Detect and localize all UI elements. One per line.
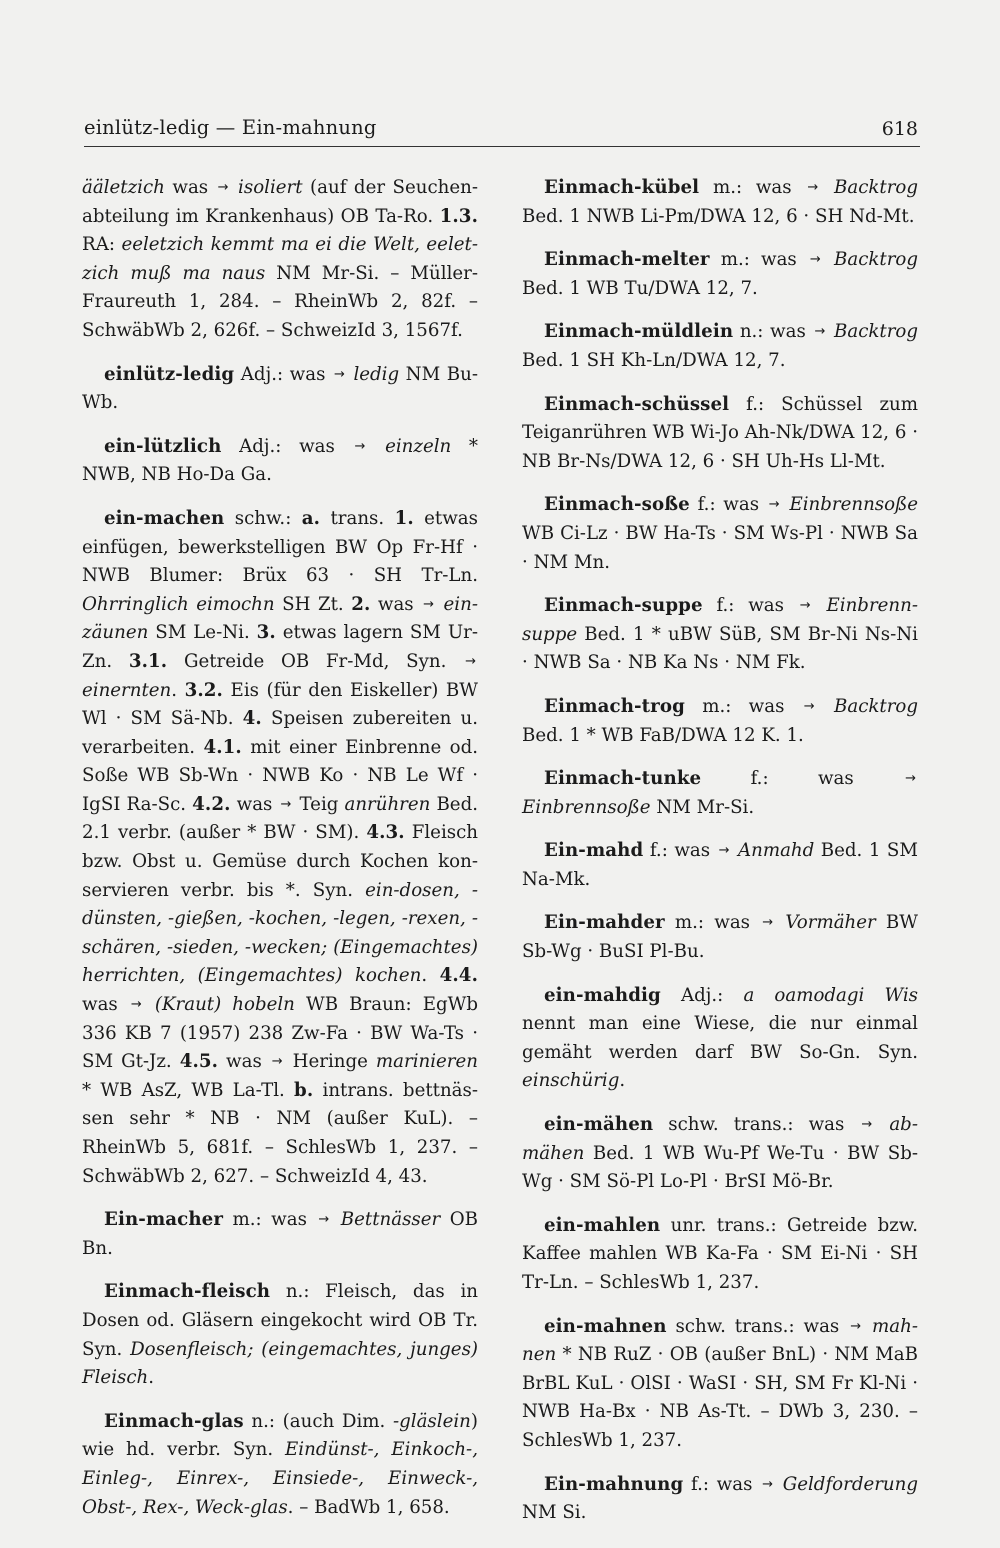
left-column (82, 174, 478, 1537)
arrow-icon: → (762, 1476, 773, 1492)
dictionary-entry: Einmach-schüssel f.: Schüssel zum Teiganrühren WB Wi-Jo Ah-Nk/DWA 12, 6 · NB Br-Ns/DWA 12, 6 · SH Uh-Hs Ll-Mt. (522, 393, 918, 472)
dictionary-entry: ein-machen schw.: a. trans. 1. etwas einfügen, bewerkstelligen BW Op Fr-Hf · NWB Blumer: Brüx 63 · SH Tr-Ln. Ohrringlich eimochn SH Zt. 2. was → einzäunen SM Le-Ni. 3. etwas lagern SM Ur-Zn. 3.1. Getreide OB Fr-Md, Syn. → einernten. 3.2. Eis (für den Eiskeller) BW Wl · SM Sä-Nb. 4. Speisen zubereiten u. verarbeiten. 4.1. mit einer Einbrenne od. Soße WB Sb-Wn · NWB Ko · NB Le Wf · IgSI Ra-Sc. 4.2. was → Teig anrühren Bed. 2.1 verbr. (außer * BW · SM). 4.3. Fleisch bzw. Obst u. Gemüse durch Kochen konservieren verbr. bis *. Syn. ein-dosen, -dünsten, -gießen, -kochen, -legen, -rexen, -schären, -sieden, -wecken; (Eingemachtes) herrichten, (Eingemachtes) kochen. 4.4. was → (Kraut) hobeln WB Braun: EgWb 336 KB 7 (1957) 238 Zw-Fa · BW Wa-Ts · SM Gt-Jz. 4.5. was → Heringe marinieren * WB AsZ, WB La-Tl. b. intrans. bettnässen sehr * NB · NM (außer KuL). – RheinWb 5, 681f. – SchlesWb 1, 237. – SchwäbWb 2, 627. – SchweizId 4, 43. (82, 507, 478, 1187)
arrow-icon: → (803, 698, 815, 714)
dictionary-entry: Einmach-glas n.: (auch Dim. -gläslein) wie hd. verbr. Syn. Eindünst-, Einkoch-, Einleg-, Einrex-, Einsiede-, Einweck-, Obst-, Rex-, Weck-glas. – BadWb 1, 658. (82, 1410, 478, 1518)
dictionary-entry: Einmach-müldlein n.: was → Backtrog Bed. 1 SH Kh-Ln/DWA 12, 7. (522, 321, 918, 371)
arrow-icon: → (718, 843, 730, 859)
arrow-icon: → (465, 653, 476, 669)
arrow-icon: → (217, 180, 229, 195)
arrow-icon: → (318, 1212, 330, 1228)
arrow-icon: → (861, 1117, 873, 1133)
dictionary-entry: Einmach-trog m.: was → Backtrog Bed. 1 * WB FaB/DWA 12 K. 1. (522, 695, 918, 746)
dictionary-entry: Einmach-tunke f.: was → Einbrennsoße NM Mr-Si. (522, 768, 916, 818)
arrow-icon: → (130, 997, 142, 1013)
arrow-icon: → (333, 366, 345, 382)
dictionary-entry: Einmach-kübel m.: was → Backtrog Bed. 1 NWB Li-Pm/DWA 12, 6 · SH Nd-Mt. (522, 177, 918, 227)
dictionary-entry: ein-mähen schw. trans.: was → abmähen Bed. 1 WB Wu-Pf We-Tu · BW Sb-Wg · SM Sö-Pl Lo-Pl · BrSI Mö-Br. (522, 1114, 918, 1193)
arrow-icon: → (762, 915, 774, 931)
arrow-icon: → (280, 796, 292, 812)
dictionary-entry: einlütz-ledig Adj.: was → ledig NM Bu-Wb. (82, 363, 478, 414)
arrow-icon: → (799, 598, 811, 614)
dictionary-entry: Einmach-soße f.: was → Einbrennsoße WB Ci-Lz · BW Ha-Ts · SM Ws-Pl · NWB Sa · NM Mn. (522, 494, 918, 573)
dictionary-entry: ääletzich was → isoliert (auf der Seuchenabteilung im Krankenhaus) OB Ta-Ro. 1.3. RA: eeletzich kemmt ma ei die Welt, eeletzich muß ma naus NM Mr-Si. – Müller-Fraureuth 1, 284. – RheinWb 2, 82f. – SchwäbWb 2, 626f. – SchweizId 3, 1567f. (82, 177, 478, 341)
dictionary-entry: ein-mahdig Adj.: a oamodagi Wis nennt man eine Wiese, die nur einmal gemäht werden darf BW So-Gn. Syn. einschürig. (522, 984, 918, 1092)
running-header (84, 116, 920, 147)
arrow-icon: → (850, 1318, 862, 1334)
arrow-icon: → (271, 1054, 283, 1070)
dictionary-entry: Einmach-suppe f.: was → Einbrennsuppe Bed. 1 * uBW SüB, SM Br-Ni Ns-Ni · NWB Sa · NB Ka Ns · NM Fk. (522, 595, 918, 674)
dictionary-entry: ein-mahlen unr. trans.: Getreide bzw. Kaffee mahlen WB Ka-Fa · SM Ei-Ni · SH Tr-Ln. – SchlesWb 1, 237. (522, 1214, 918, 1293)
dictionary-entry: Ein-mahnung f.: was → Geldforderung NM Si. (522, 1473, 918, 1524)
dictionary-entry: Ein-mahder m.: was → Vormäher BW Sb-Wg · BuSI Pl-Bu. (522, 912, 918, 963)
right-column (522, 174, 918, 1543)
arrow-icon: → (768, 497, 780, 513)
dictionary-entry: Ein-macher m.: was → Bettnässer OB Bn. (82, 1209, 478, 1259)
dictionary-entry: Ein-mahd f.: was → Anmahd Bed. 1 SM Na-Mk. (522, 840, 918, 890)
arrow-icon: → (423, 596, 435, 612)
dictionary-entry: ein-mahnen schw. trans.: was → mahnen * NB RuZ · OB (außer BnL) · NM MaB BrBL KuL · OlSI · WaSI · SH, SM Fr Kl-Ni · NWB Ha-Bx · NB As-Tt. – DWb 3, 230. – SchlesWb 1, 237. (522, 1315, 918, 1451)
arrow-icon: → (354, 438, 366, 454)
header-title: einlütz-ledig — Ein-mahnung (84, 116, 377, 139)
dictionary-entry: Einmach-melter m.: was → Backtrog Bed. 1 WB Tu/DWA 12, 7. (522, 249, 918, 299)
dictionary-entry: ein-lützlich Adj.: was → einzeln * NWB, NB Ho-Da Ga. (82, 435, 478, 486)
arrow-icon: → (807, 180, 819, 195)
arrow-icon: → (905, 771, 916, 787)
dictionary-entry: Einmach-fleisch n.: Fleisch, das in Dosen od. Gläsern eingekocht wird OB Tr. Syn. Dosenfleisch; (eingemachtes, junges) Fleisch. (82, 1281, 478, 1389)
arrow-icon: → (809, 252, 821, 268)
arrow-icon: → (814, 324, 826, 340)
page-number: 618 (881, 118, 918, 140)
